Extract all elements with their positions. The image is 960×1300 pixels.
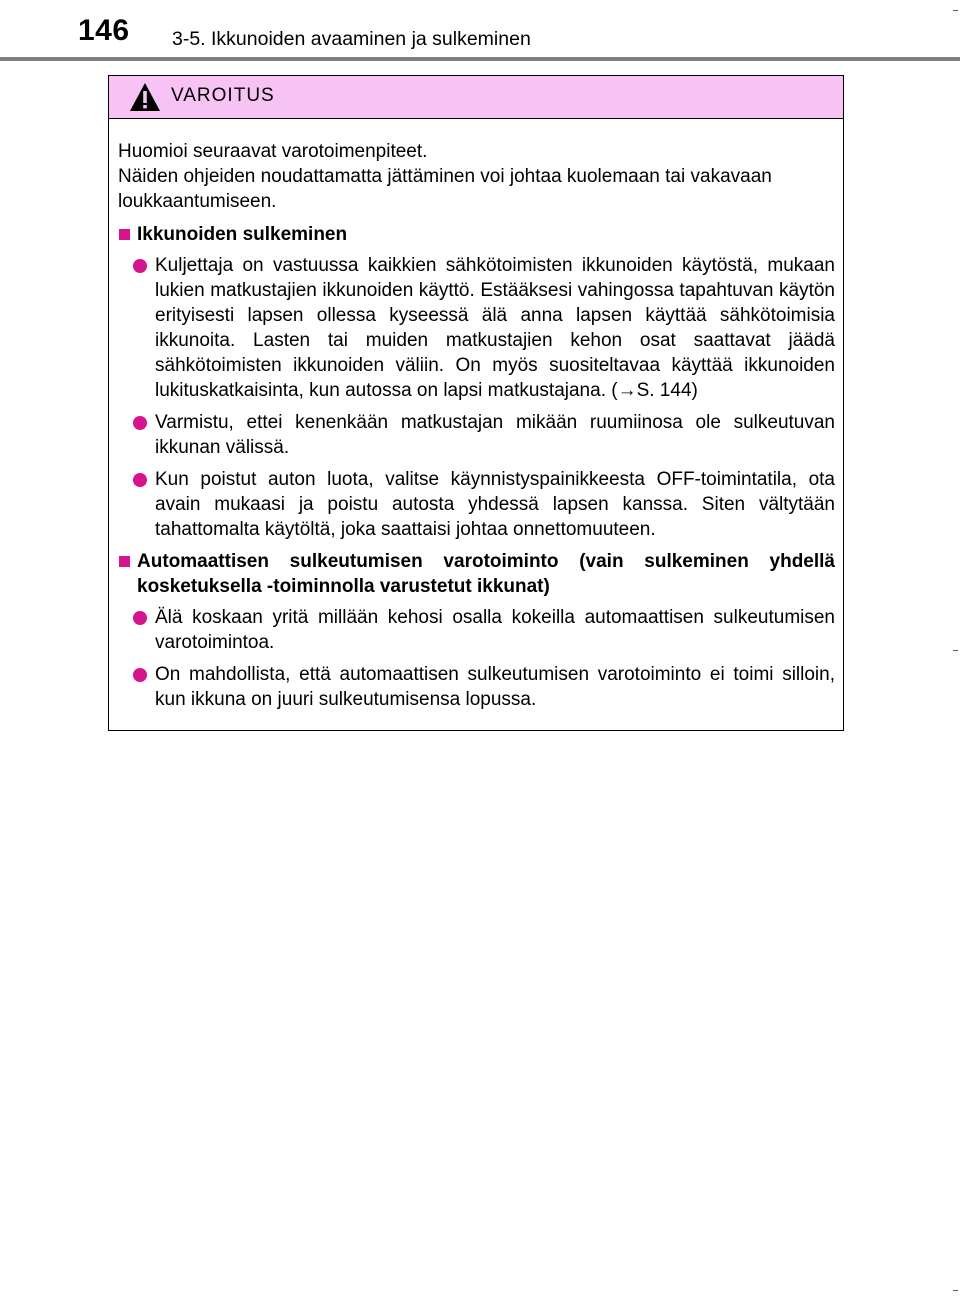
section-heading bbox=[118, 222, 835, 247]
intro-line: Näiden ohjeiden noudattamatta jättäminen voi johtaa kuolemaan tai vakavaan loukkaantumiseen. bbox=[118, 166, 772, 212]
list-item-text: Kuljettaja on vastuussa kaikkien sähkötoimisten ikkunoiden käytöstä, mukaan lukien matkustajien ikkunoiden käyttö. Estääksesi vahingossa tapahtuvan käytön erityisesti lapsen ollessa kyseessä älä anna lapsen käyttää sähkötoimisia ikkunoita. Lasten tai muiden matkustajien kehon osat saattavat jäädä sähkötoimisten ikkunoiden väliin. On myös suositeltavaa käyttää ikkunoiden lukituskatkaisinta, kun autossa on lapsi matkustajana. (→S. 144) bbox=[155, 255, 835, 401]
warning-header bbox=[109, 76, 843, 119]
warning-triangle-icon bbox=[129, 82, 161, 112]
list-item bbox=[133, 605, 835, 655]
list-item-text: Varmistu, ettei kenenkään matkustajan mikään ruumiinosa ole sulkeutuvan ikkunan välissä. bbox=[155, 412, 835, 458]
round-bullet-icon bbox=[133, 473, 147, 487]
header-rule bbox=[0, 57, 960, 61]
round-bullet-icon bbox=[133, 668, 147, 682]
section-heading bbox=[118, 549, 835, 599]
square-bullet-icon bbox=[119, 556, 130, 567]
intro-line: Huomioi seuraavat varotoimenpiteet. bbox=[118, 141, 428, 162]
round-bullet-icon bbox=[133, 416, 147, 430]
round-bullet-icon bbox=[133, 611, 147, 625]
square-bullet-icon bbox=[119, 229, 130, 240]
section-title: 3-5. Ikkunoiden avaaminen ja sulkeminen bbox=[172, 28, 531, 50]
crop-mark bbox=[953, 650, 958, 651]
list-item bbox=[133, 410, 835, 460]
list-item-text: Älä koskaan yritä millään kehosi osalla kokeilla automaattisen sulkeutumisen varotoimintoa. bbox=[155, 607, 835, 653]
list-item-text: On mahdollista, että automaattisen sulkeutumisen varotoiminto ei toimi silloin, kun ikkuna on juuri sulkeutumisensa lopussa. bbox=[155, 664, 835, 710]
list-item bbox=[133, 467, 835, 542]
list-item bbox=[133, 662, 835, 712]
crop-mark bbox=[953, 10, 958, 11]
warning-title: VAROITUS bbox=[171, 85, 275, 106]
page-number: 146 bbox=[78, 14, 130, 47]
crop-mark bbox=[953, 1290, 958, 1291]
warning-box bbox=[108, 75, 844, 731]
warning-intro bbox=[118, 139, 835, 214]
round-bullet-icon bbox=[133, 259, 147, 273]
section-heading-text: Automaattisen sulkeutumisen varotoiminto (vain sulkeminen yhdellä kosketuksella -toiminnolla varustetut ikkunat) bbox=[137, 551, 835, 597]
list-item bbox=[133, 253, 835, 403]
warning-body bbox=[109, 119, 843, 712]
list-item-text: Kun poistut auton luota, valitse käynnistyspainikkeesta OFF-toimintatila, ota avain mukaasi ja poistu autosta yhdessä lapsen kanssa. Siten vältytään tahattomalta käytöltä, joka saattaisi johtaa onnettomuuteen. bbox=[155, 469, 835, 540]
section-heading-text: Ikkunoiden sulkeminen bbox=[137, 224, 348, 245]
